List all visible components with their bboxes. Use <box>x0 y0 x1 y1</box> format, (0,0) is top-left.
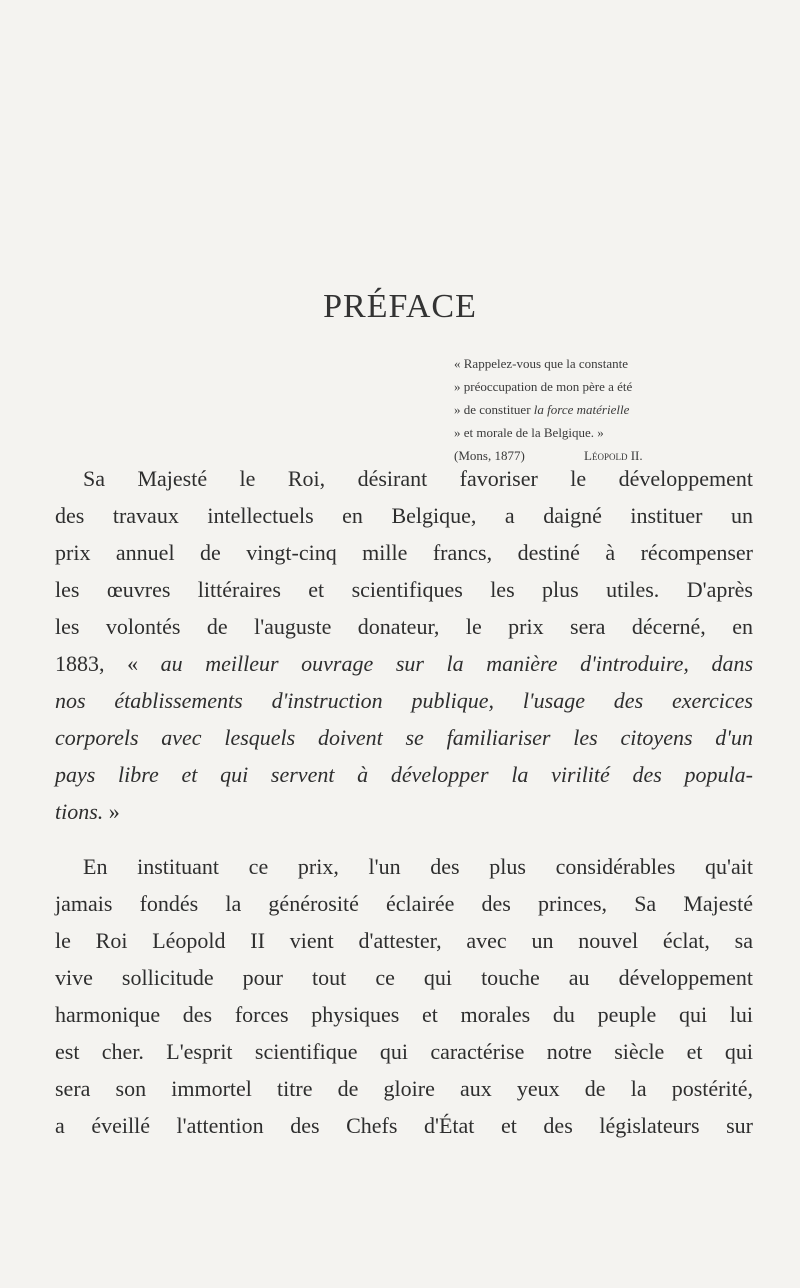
text-line: le Roi Léopold II vient d'attester, avec un nouvel éclat, sa <box>55 928 753 953</box>
text-line: harmonique des forces physiques et morales du peuple qui lui <box>55 1002 753 1027</box>
page-title: PRÉFACE <box>323 288 477 325</box>
text-line: jamais fondés la générosité éclairée des princes, Sa Majesté <box>55 891 753 916</box>
epigraph <box>454 352 774 467</box>
italic-quote: corporels avec lesquels doivent se familiariser les citoyens d'un <box>55 725 753 750</box>
text-line <box>55 645 753 682</box>
text-line: est cher. L'esprit scientifique qui caractérise notre siècle et qui <box>55 1039 753 1064</box>
text-line: prix annuel de vingt-cinq mille francs, destiné à récompenser <box>55 540 753 565</box>
paragraph-1 <box>55 460 753 830</box>
body-text <box>55 460 753 1144</box>
paragraph-2 <box>55 848 753 1144</box>
epigraph-line-text: » de constituer <box>454 402 534 417</box>
text-line: Sa Majesté le Roi, désirant favoriser le développement <box>83 466 753 491</box>
epigraph-author: Léopold II. <box>584 448 643 463</box>
text-line: sera son immortel titre de gloire aux yeux de la postérité, <box>55 1076 753 1101</box>
epigraph-italic-phrase: la force matérielle <box>533 402 630 417</box>
text-line <box>55 793 753 830</box>
text-line: des travaux intellectuels en Belgique, a daigné instituer un <box>55 503 753 528</box>
epigraph-line <box>454 398 774 421</box>
text-line <box>55 682 753 719</box>
text-line: vive sollicitude pour tout ce qui touche au développement <box>55 965 753 990</box>
text-line-suffix: » <box>103 799 120 824</box>
italic-quote: tions. <box>55 799 104 824</box>
text-line: les œuvres littéraires et scientifiques les plus utiles. D'après <box>55 577 753 602</box>
italic-quote: nos établissements d'instruction publique, l'usage des exercices <box>55 688 753 713</box>
italic-quote: pays libre et qui servent à développer la virilité des popula- <box>55 762 753 787</box>
text-line: les volontés de l'auguste donateur, le prix sera décerné, en <box>55 614 753 639</box>
text-line <box>55 719 753 756</box>
text-line-prefix: 1883, « <box>55 651 161 676</box>
text-line: a éveillé l'attention des Chefs d'État et des législateurs sur <box>55 1113 753 1138</box>
italic-quote: au meilleur ouvrage sur la manière d'introduire, dans <box>160 651 754 676</box>
text-line <box>55 756 753 793</box>
epigraph-line: » préoccupation de mon père a été <box>454 379 633 394</box>
epigraph-line: « Rappelez-vous que la constante <box>454 356 628 371</box>
epigraph-line: » et morale de la Belgique. » <box>454 425 604 440</box>
text-line: En instituant ce prix, l'un des plus considérables qu'ait <box>83 854 753 879</box>
epigraph-place: (Mons, 1877) <box>454 448 525 463</box>
